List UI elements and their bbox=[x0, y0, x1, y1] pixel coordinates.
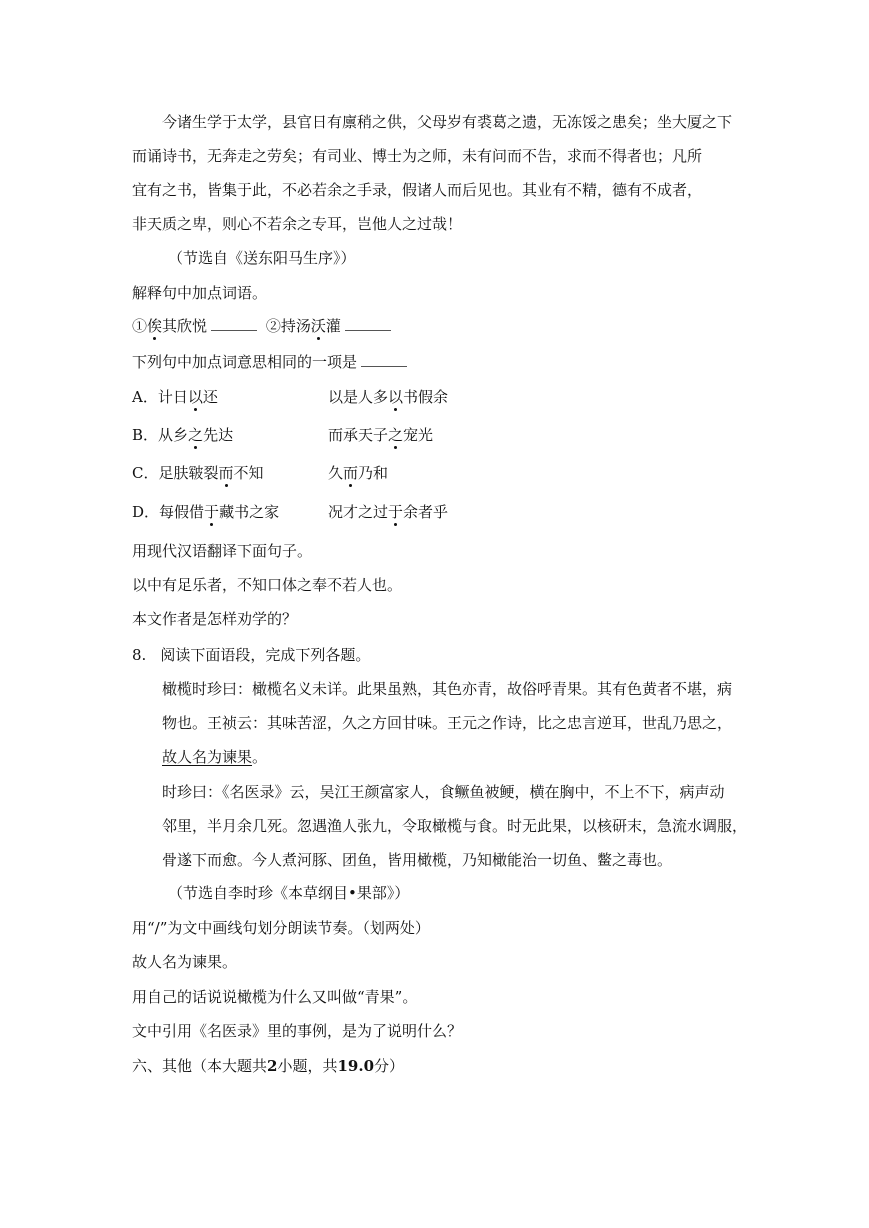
question-8-header bbox=[132, 645, 370, 665]
passage-line: 骨遂下而愈。今人煮河豚、团鱼，皆用橄榄，乃知橄能治一切鱼、鳖之毒也。 bbox=[162, 851, 673, 869]
item-number: ②持汤 bbox=[265, 317, 311, 335]
question-text: 下列句中加点词意思相同的一项是 bbox=[132, 353, 358, 371]
rhythm-sentence: 故人名为谏果。 bbox=[132, 953, 238, 971]
question-choice-title bbox=[132, 352, 411, 372]
question-explain-title: 解释句中加点词语。 bbox=[132, 284, 268, 302]
answer-blank[interactable] bbox=[345, 316, 391, 331]
option-b-right: 而承天子之宠光 bbox=[328, 426, 434, 444]
item-number: ① bbox=[132, 317, 148, 335]
passage-line: 物也。王祯云：其味苦涩，久之方回甘味。王元之作诗，比之忠言逆耳，世乱乃思之， bbox=[162, 714, 733, 732]
passage-line: 橄榄时珍曰：橄榄名义未详。此果虽熟，其色亦青，故俗呼青果。其有色黄者不堪，病 bbox=[162, 680, 733, 698]
passage-line: 邻里，半月余几死。忽遇渔人张九，令取橄榄与食。时无此果，以核研末，急流水调服， bbox=[162, 817, 748, 835]
item-text: 其欣悦 bbox=[162, 317, 208, 335]
question-rhythm: 用“/”为文中画线句划分朗读节奏。（划两处） bbox=[132, 919, 430, 937]
question-how: 本文作者是怎样劝学的？ bbox=[132, 610, 298, 628]
question-translate-title: 用现代汉语翻译下面句子。 bbox=[132, 542, 313, 560]
passage-line: 今诸生学于太学，县官日有廪稍之供，父母岁有裘葛之遗，无冻馁之患矣；坐大厦之下 bbox=[162, 113, 733, 131]
passage-source: （节选自《送东阳马生序》） bbox=[168, 249, 356, 267]
item-text: 灌 bbox=[325, 317, 341, 335]
passage-line: 非天质之卑，则心不若余之专耳，岂他人之过哉！ bbox=[132, 215, 463, 233]
passage-source: （节选自李时珍《本草纲目•果部》） bbox=[168, 884, 410, 902]
option-c-right: 久而乃和 bbox=[328, 464, 389, 482]
option-a-right: 以是人多以书假余 bbox=[328, 388, 449, 406]
question-why-green: 用自己的话说说橄榄为什么又叫做“青果”。 bbox=[132, 988, 418, 1006]
passage-line: 故人名为谏果。 bbox=[162, 748, 268, 766]
dotted-word: 俟 bbox=[147, 317, 163, 335]
passage-line: 而诵诗书，无奔走之劳矣；有司业、博士为之师，未有问而不告，求而不得者也；凡所 bbox=[132, 147, 703, 165]
option-b-left: B．从乡之先达 bbox=[132, 426, 234, 444]
section-6-header: 六、其他（本大题共2小题，共19.0分） bbox=[132, 1057, 405, 1075]
passage-line: 时珍曰：《名医录》云，吴江王颜富家人，食鳜鱼被鲠，横在胸中，不上不下，病声动 bbox=[162, 783, 725, 801]
answer-blank[interactable] bbox=[211, 316, 257, 331]
option-d-right: 况才之过于余者乎 bbox=[328, 503, 449, 521]
question-number: 8. bbox=[132, 646, 147, 664]
question-cite: 文中引用《名医录》里的事例，是为了说明什么？ bbox=[132, 1022, 463, 1040]
option-d-left: D．每假借于藏书之家 bbox=[132, 503, 280, 521]
option-c-left: C．足肤皲裂而不知 bbox=[132, 464, 264, 482]
question-text: 阅读下面语段，完成下列各题。 bbox=[160, 646, 371, 664]
option-a-left: A．计日以还 bbox=[132, 388, 218, 406]
underlined-sentence: 故人名为谏果 bbox=[162, 748, 253, 766]
passage-line: 宜有之书，皆集于此，不必若余之手录，假诸人而后见也。其业有不精，德有不成者， bbox=[132, 181, 703, 199]
question-explain-items bbox=[132, 316, 395, 336]
dotted-word: 沃 bbox=[310, 317, 326, 335]
answer-blank[interactable] bbox=[361, 352, 407, 367]
translate-sentence: 以中有足乐者，不知口体之奉不若人也。 bbox=[132, 576, 403, 594]
